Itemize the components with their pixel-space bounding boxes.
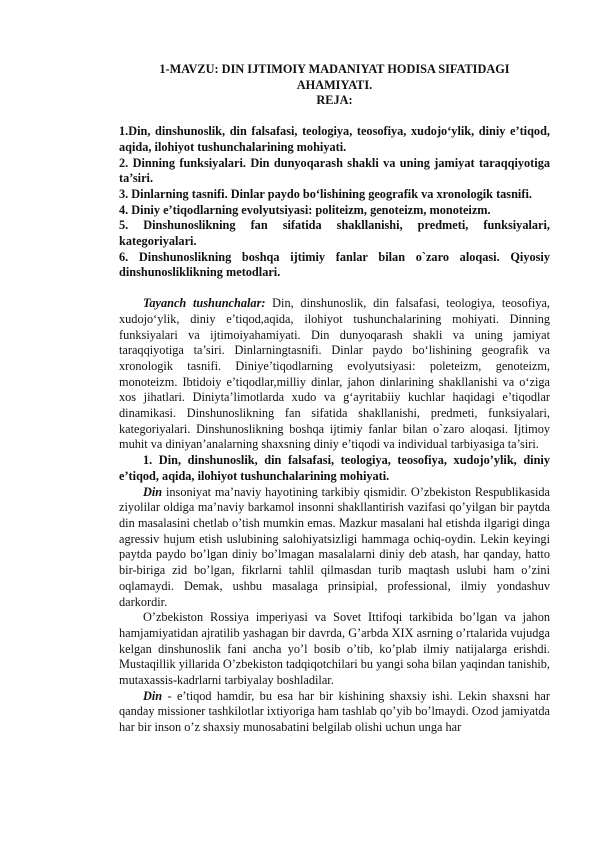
paragraph-3 [119,689,550,736]
spacer [119,281,550,296]
plan-list [119,124,550,281]
plan-item: 3. Dinlarning tasnifi. Dinlar paydo bo‘lishining geografik va xronologik tasnifi. [119,186,532,201]
section-1-heading: 1. Din, dinshunoslik, din falsafasi, teologiya, teosofiya, xudojo’ylik, diniy e’tiqod, aqida, ilohiyot tushunchalarining mohiyati. [119,453,550,483]
plan-heading: REJA: [316,93,353,108]
keywords-label: Tayanch tushunchalar: [143,296,266,311]
plan-item: 6. Dinshunoslikning boshqa ijtimiy fanlar bilan o`zaro aloqasi. Qiyosiy dinshunosliklikning metodlari. [119,249,550,280]
plan-item: 4. Diniy e’tiqodlarning evolyutsiyasi: politeizm, genoteizm, monoteizm. [119,202,491,217]
paragraph-1-lead: Din [143,484,163,499]
paragraph-3-lead: Din [143,688,163,703]
document-title [119,62,550,93]
document-body [119,296,550,736]
keywords-text: Din, dinshunoslik, din falsafasi, teologiya, teosofiya, xudojo‘ylik, diniy e’tiqod,aqida, ilohiyot tushunchalarining mohiyati. Dinning funksiyalari va ijtimoiyahamiyati. Din dunyoqarash shakli va uning jamiyat taraqqiyotiga ta’siri. Dinlarningtasnifi. Dinlar paydo bo‘lishining geografik va xronologik tasnifi. Diniye’tiqodlarning evolyutsiyasi: poleteizm, genoteizm, monoteizm. Ibtidoiy e’tiqodlar,milliy dinlar, jahon dinlarining shakllanishi va o‘ziga xos jihatlari. Diniyta’limotlarda xudo va g‘ayritabiiy kuchlar haqidagi e’tiqodlar dinamikasi. Dinshunoslikning fan sifatida shakllanishi, predmeti, funksiyalari, kategoriyalari. Dinshunoslikning boshqa ijtimiy fanlar bilan o`zaro aloqasi. Ijtimoy muhit va diniyan’analarning shaxsning diniy e’tiqodi va individual tarbiyasiga ta’siri. [119,296,550,452]
title-line-1: 1-MAVZU: DIN IJTIMOIY MADANIYAT HODISA SIFATIDAGI [159,62,510,76]
title-line-2: AHAMIYATI. [296,77,373,92]
paragraph-2: O’zbekiston Rossiya imperiyasi va Sovet Ittifoqi tarkibida bo’lgan va jahon hamjamiyatidan ajratilib yashagan bir davrda, G’arbda XIX asrning o’rtalarida vujudga kelgan dinshunoslik fani ancha yo’l bosib o’tib, ko’plab ilmiy natijalarga erishdi. Mustaqillik yillarida O’zbekiston tadqiqotchilari bu yangi soha bilan yaqindan tanishib, mutaxassis-kadrlarni tarbiyalay boshladilar. [119,610,550,688]
paragraph-1 [119,485,550,611]
paragraph-1-text: insoniyat ma’naviy hayotining tarkibiy qismidir. O’zbekiston Respublikasida ziyolilar oldiga ma’naviy barkamol insonni shakllantirish vazifasi qo’yilgan bir paytda din masalasini chetlab o’tish mumkin emas. Mazkur masalani hal etishda ilgarigi dinga agressiv hujum etish uslubining salohiyatsizligi hammaga ochiq-oydin. Lekin keyingi paytda paydo bo’lgan diniy bo’lmagan masalalarni diniy deb atash, har qanday, hatto bir-biriga zid bo’lgan, fikrlarni tahlil qilmasdan turib maqtash uslubi ham o’zini oqlamaydi. Demak, ushbu masalaga prinsipial, professional, ilmiy yondashuv darkordir. [119,484,550,609]
plan-item: 5. Dinshunoslikning fan sifatida shakllanishi, predmeti, funksiyalari, kategoriyalari. [119,218,550,249]
keywords-paragraph [119,296,550,453]
plan-item: 2. Dinning funksiyalari. Din dunyoqarash shakli va uning jamiyat taraqqiyotiga ta’siri. [119,155,550,186]
paragraph-3-text: - e’tiqod hamdir, bu esa har bir kishining shaxsiy ishi. Lekin shaxsni har qanday missioner tashkilotlar ixtiyoriga ham tashlab qo’yib bo’lmaydi. Ozod jamiyatda har bir inson o’z shaxsiy munosabatini belgilab olishi uchun unga har [119,688,550,735]
plan-item: 1.Din, dinshunoslik, din falsafasi, teologiya, teosofiya, xudojo‘ylik, diniy e’tiqod, aqida, ilohiyot tushunchalarining mohiyati. [119,124,550,154]
